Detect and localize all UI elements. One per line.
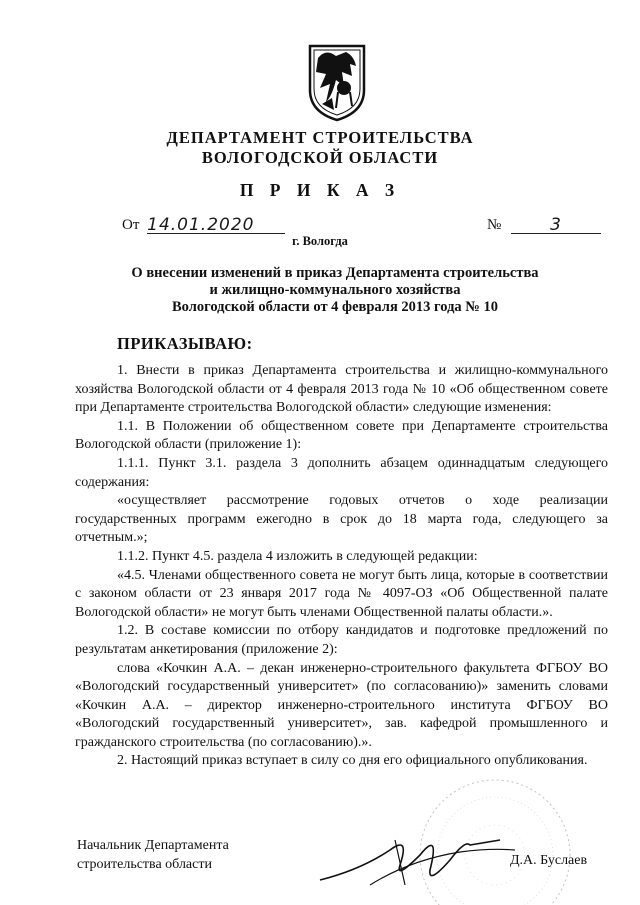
date-prefix: От xyxy=(122,217,140,233)
position-line1: Начальник Департамента xyxy=(77,838,229,853)
order-verb: ПРИКАЗЫВАЮ: xyxy=(117,334,253,353)
subject-line1: О внесении изменений в приказ Департамента строительства xyxy=(131,265,539,281)
signatory-name: Д.А. Буслаев xyxy=(510,853,588,868)
date-line xyxy=(147,215,285,234)
handwritten-signature-icon xyxy=(300,810,530,900)
date-field xyxy=(122,215,285,234)
handwritten-number: 3 xyxy=(550,215,562,235)
department-name-line1: ДЕПАРТАМЕНТ СТРОИТЕЛЬСТВА xyxy=(166,128,474,147)
paragraph: 1.2. В составе комиссии по отбору кандидатов и подготовке предложений по результатам анкетирования (приложение 2): xyxy=(75,623,608,657)
handwritten-date: 14.01.2020 xyxy=(147,215,255,235)
paragraph: «осуществляет рассмотрение годовых отчетов о ходе реализации государственных программ ежегодно в срок до 18 марта года, следующего за отчетным.»; xyxy=(75,493,608,546)
signatory-position xyxy=(77,836,229,874)
paragraph: «4.5. Членами общественного совета не могут быть лица, которые в соответствии с законом области от 23 января 2017 года № 4097-ОЗ «Об Общественной палате Вологодской области» не могут быть членами Общественной палаты области.». xyxy=(75,567,608,620)
paragraph: 1.1.2. Пункт 4.5. раздела 4 изложить в следующей редакции: xyxy=(117,548,478,564)
paragraph: 1. Внести в приказ Департамента строительства и жилищно-коммунального хозяйства Вологодской области от 4 февраля 2013 года № 10 «Об общественном совете при Департаменте строительства Вологодской области» следующие изменения: xyxy=(75,363,608,416)
number-prefix: № xyxy=(487,217,502,233)
position-line2: строительства области xyxy=(77,857,212,872)
subject-line2: и жилищно-коммунального хозяйства xyxy=(209,282,461,298)
document-body xyxy=(75,362,608,771)
paragraph: 1.1. В Положении об общественном совете при Департаменте строительства Вологодской области (приложение 1): xyxy=(75,418,608,453)
city-name: г. Вологда xyxy=(292,234,348,248)
subject-line3: Вологодской области от 4 февраля 2013 года № 10 xyxy=(171,299,498,315)
paragraph: слова «Кочкин А.А. – декан инженерно-строительного факультета ФГБОУ ВО «Вологодский государственный университет» (по согласованию)» заменить словами «Кочкин А.А. – директор инженерно-строительного института ФГБОУ ВО «Вологодский государственный университет», зав. кафедрой промышленного и гражданского строительства (по согласованию).». xyxy=(75,660,608,750)
number-field xyxy=(487,215,601,234)
paragraph: 2. Настоящий приказ вступает в силу со дня его официального опубликования. xyxy=(117,753,588,769)
document-type-title: П Р И К А З xyxy=(239,180,401,200)
coat-of-arms-icon xyxy=(306,42,368,122)
document-subject xyxy=(60,265,610,316)
number-line xyxy=(511,215,601,234)
department-name-line2: ВОЛОГОДСКОЙ ОБЛАСТИ xyxy=(201,148,439,167)
paragraph: 1.1.1. Пункт 3.1. раздела 3 дополнить абзацем одиннадцатым следующего содержания: xyxy=(75,455,608,490)
